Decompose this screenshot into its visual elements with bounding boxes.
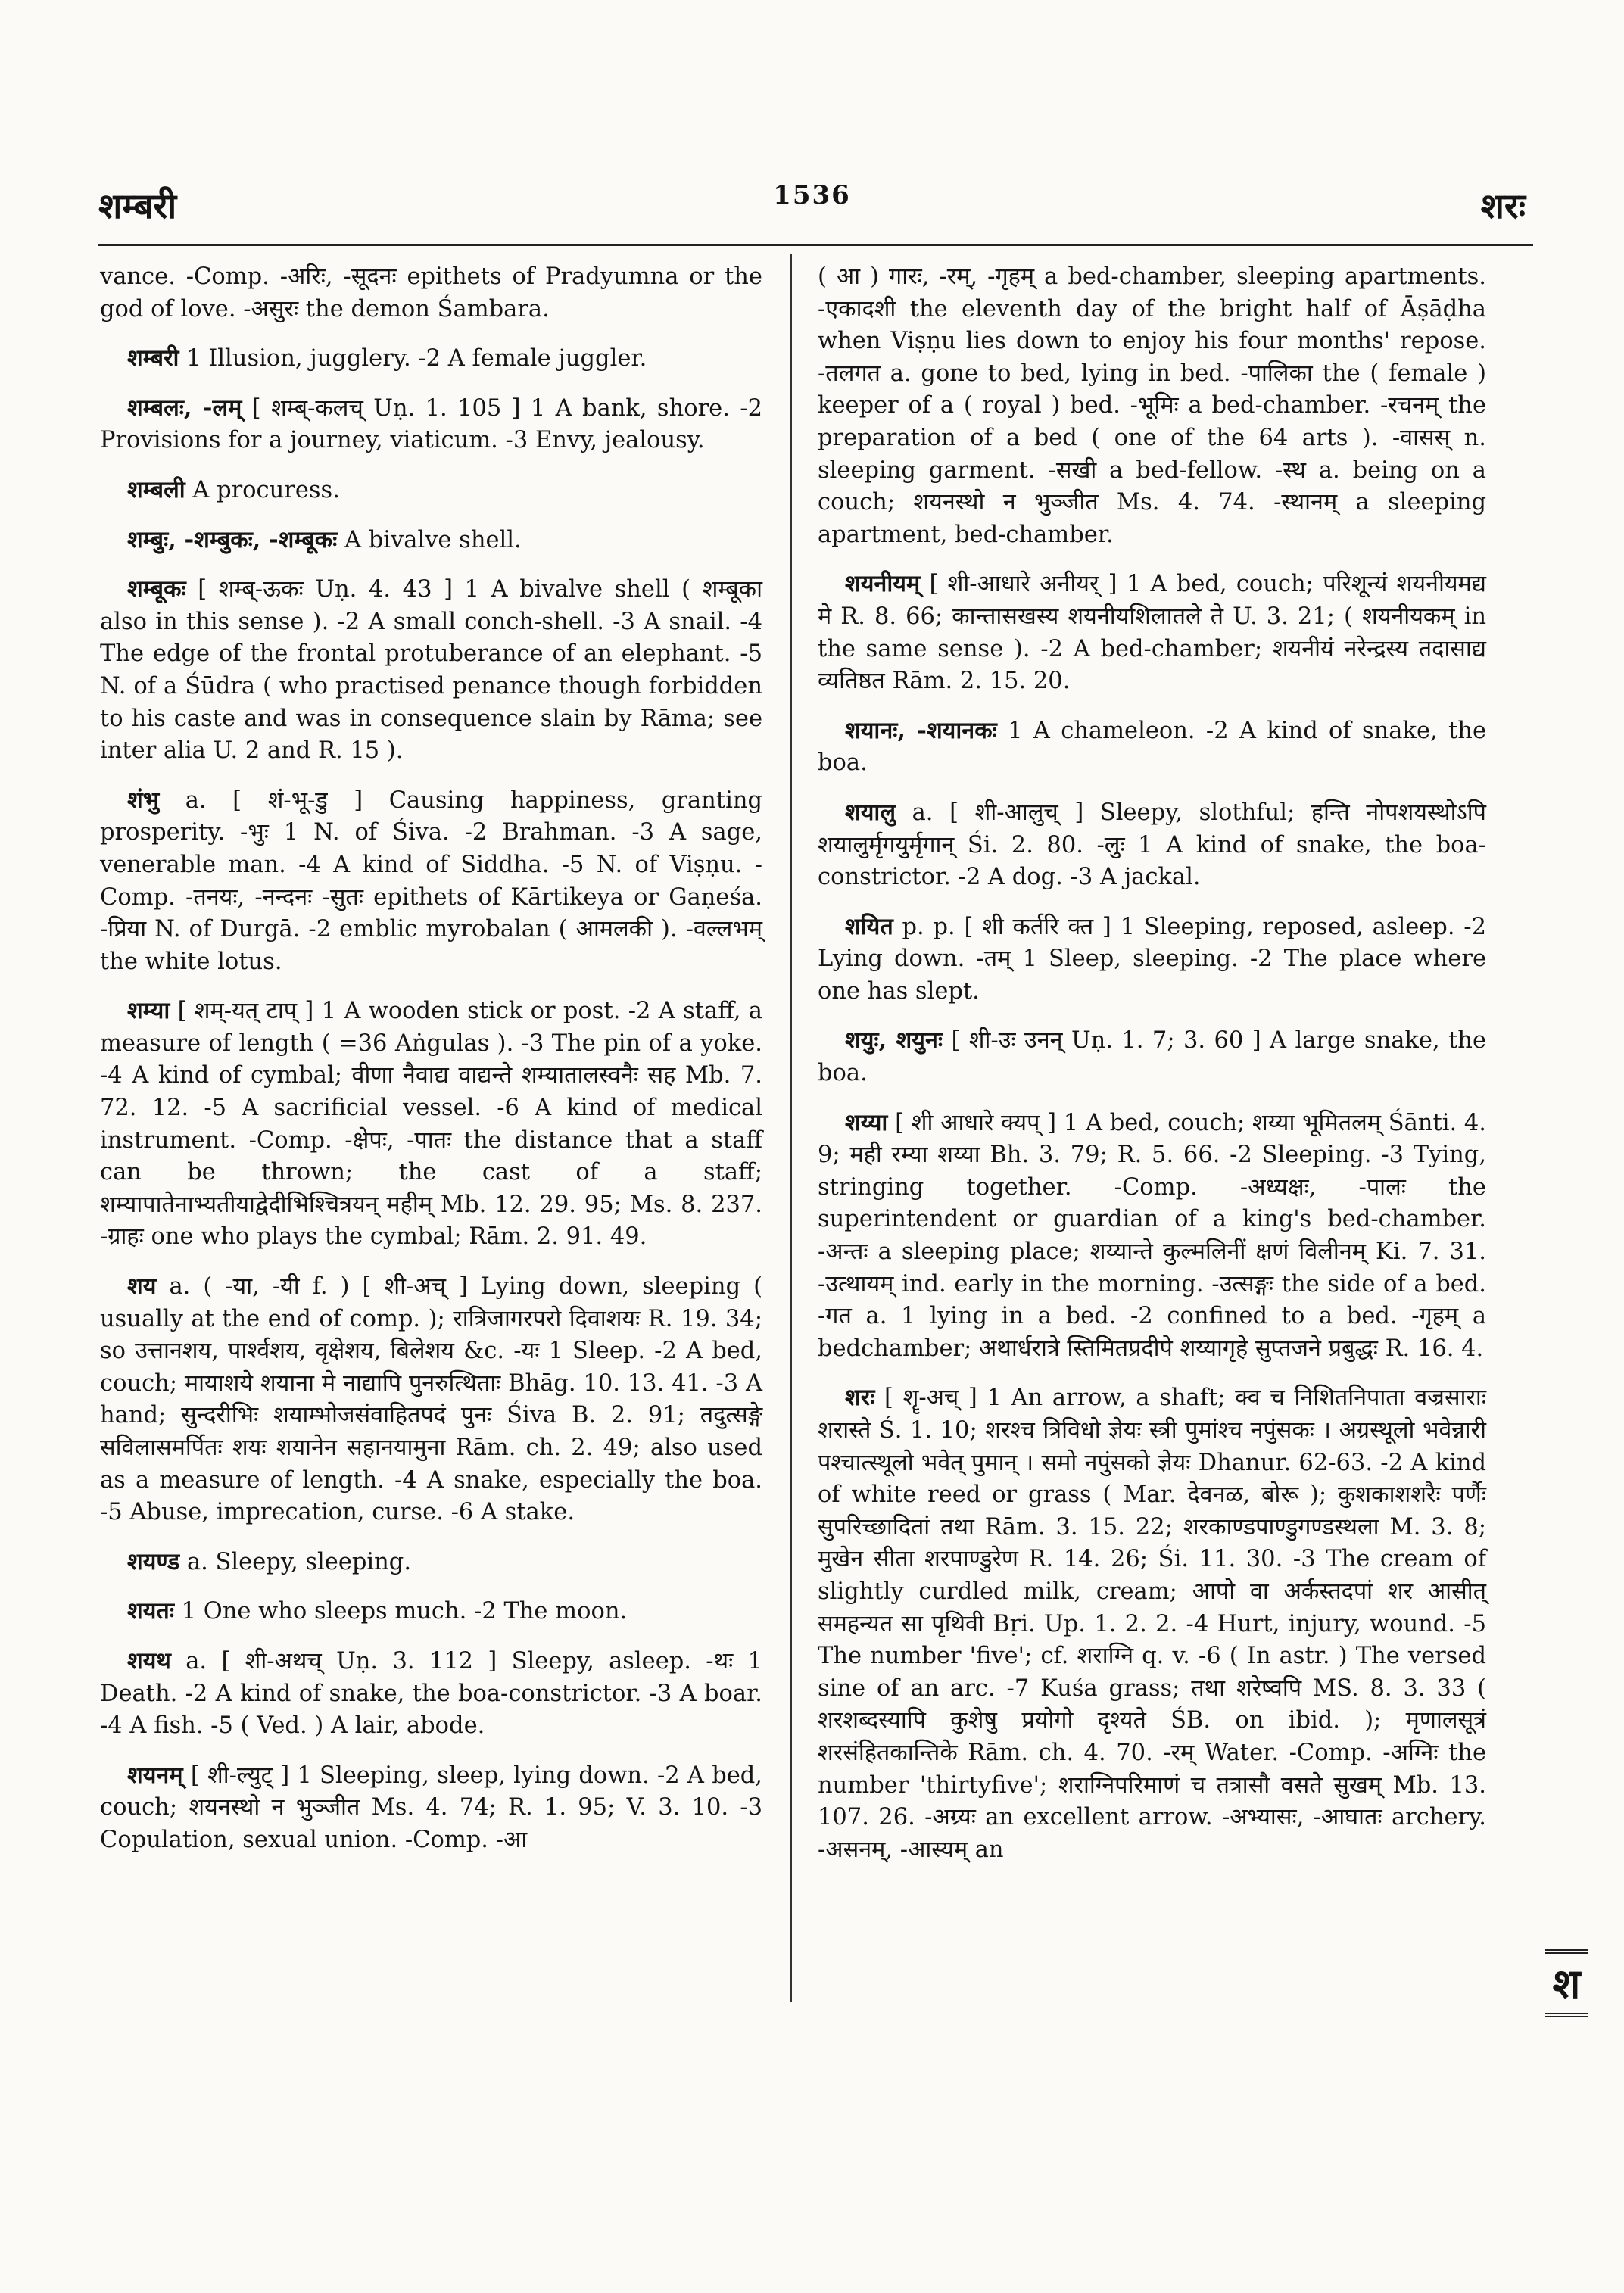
entry-headword: शयनीयम्: [845, 570, 921, 598]
dictionary-entry: [818, 1382, 1486, 1866]
entry-definition: A bivalve shell.: [337, 526, 522, 553]
entry-headword: शयनम्: [127, 1761, 183, 1789]
dictionary-entry: [818, 1107, 1486, 1366]
entry-definition: [ शी-ल्युट् ] 1 Sleeping, sleep, lying down. -2 A bed, couch; शयनस्थो न भुञ्जीत Ms. 4. 74; R. 1. 95; V. 3. 10. -3 Copulation, sexual union. -Comp. -आ: [100, 1762, 762, 1853]
dictionary-entry: [818, 796, 1486, 894]
entry-headword: शम्बली: [127, 475, 185, 503]
entry-definition: p. p. [ शी कर्तरि क्त ] 1 Sleeping, reposed, asleep. -2 Lying down. -तम् 1 Sleep, sleeping. -2 The place where one has slept.: [818, 913, 1486, 1005]
header-rule: [98, 244, 1533, 246]
entry-definition: [ शॄ-अच् ] 1 An arrow, a shaft; क्व च निशितनिपाता वज्रसाराः शरास्ते Ś. 1. 10; शरश्च त्रिविधो ज्ञेयः स्त्री पुमांश्च नपुंसकः । अग्रस्थूलो भवेन्नारी पश्चात्स्थूलो भवेत् पुमान् । समो नपुंसको ज्ञेयः Dhanur. 62-63. -2 A kind of white reed or grass ( Mar. देवनळ, बोरू ); कुशकाशशरैः पर्णैः सुपरिच्छादितां तथा Rām. 3. 15. 22; शरकाण्डपाण्डुगण्डस्थला M. 3. 8; मुखेन सीता शरपाण्डुरेण R. 14. 26; Śi. 11. 30. -3 The cream of slightly curdled milk, cream; आपो वा अर्कस्तदपां शर आसीत् समहन्यत सा पृथिवी Bṛi. Up. 1. 2. 2. -4 Hurt, injury, wound. -5 The number 'five'; cf. शराग्नि q. v. -6 ( In astr. ) The versed sine of an arc. -7 Kuśa grass; तथा शरेष्वपि MS. 8. 3. 33 ( शरशब्दस्यापि कुशेषु प्रयोगो दृश्यते ŚB. on ibid. ); मृणालसूत्रं शरसंहितकान्तिके Rām. ch. 4. 70. -रम् Water. -Comp. -अग्निः the number 'thirtyfive'; शराग्निपरिमाणं च तत्रासौ वसते सुखम् Mb. 13. 107. 26. -अग्र्यः an excellent arrow. -अभ्यासः, -आघातः archery. -असनम्, -आस्यम् an: [818, 1385, 1486, 1863]
dictionary-entry: [100, 1595, 762, 1628]
entry-headword: शम्बुः, -शम्बुकः, -शम्बूकः: [127, 525, 338, 553]
entry-definition: 1 One who sleeps much. -2 The moon.: [173, 1598, 628, 1625]
entry-headword: शयुः, शयुनः: [845, 1027, 943, 1055]
entry-definition: vance. -Comp. -अरिः, -सूदनः epithets of Pradyumna or the god of love. -असुरः the demon Śambara.: [100, 263, 762, 322]
entry-definition: A procuress.: [185, 476, 340, 503]
entry-headword: शय: [127, 1273, 157, 1301]
entry-headword: शम्बूकः: [127, 575, 186, 603]
entry-definition: a. ( -या, -यी f. ) [ शी-अच् ] Lying down, sleeping ( usually at the end of comp. ); रात्रिजागरपरो दिवाशयः R. 19. 34; so उत्तानशय, पार्श्वशय, वृक्षेशय, बिलेशय &c. -यः 1 Sleep. -2 A bed, couch; मायाशये शयाना मे नाद्यापि पुनरुत्थिताः Bhāg. 10. 13. 41. -3 A hand; सुन्दरीभिः शयाम्भोजसंवाहितपदं पुनः Śiva B. 2. 91; तदुत्सङ्गे सविलासमर्पितः शयः शयानेन सहानयामुना Rām. ch. 2. 49; also used as a measure of length. -4 A snake, especially the boa. -5 Abuse, imprecation, curse. -6 A stake.: [100, 1273, 762, 1526]
entry-definition: [ शी-आधारे अनीयर् ] 1 A bed, couch; परिशून्यं शयनीयमद्य मे R. 8. 66; कान्तासखस्य शयनीयशिलातले ते U. 3. 21; ( शयनीयकम् in the same sense ). -2 A bed-chamber; शयनीयं नरेन्द्रस्य तदासाद्य व्यतिष्ठत Rām. 2. 15. 20.: [818, 571, 1486, 695]
entry-definition: [ शी-उः उनन् Uṇ. 1. 7; 3. 60 ] A large snake, the boa.: [818, 1027, 1486, 1087]
entry-headword: शम्बलः, -लम्: [127, 394, 242, 422]
dictionary-entry: [100, 524, 762, 557]
entry-headword: शयथ: [127, 1647, 171, 1675]
right-running-headword: शरः: [1480, 185, 1526, 226]
entry-definition: [ शम्-यत् टाप् ] 1 A wooden stick or post. -2 A staff, a measure of length ( =36 Aṅgulas ). -3 The pin of a yoke. -4 A kind of cymbal; वीणा नैवाद्य वाद्यन्ते शम्यातालस्वनैः सह Mb. 7. 72. 12. -5 A sacrificial vessel. -6 A kind of medical instrument. -Comp. -क्षेपः, -पातः the distance that a staff can be thrown; the cast of a staff; शम्यापातेनाभ्यतीयाद्वेदीभिश्चित्रयन् महीम् Mb. 12. 29. 95; Ms. 8. 237. -ग्राहः one who plays the cymbal; Rām. 2. 91. 49.: [100, 998, 762, 1251]
entry-definition: [ शम्ब्-ऊकः Uṇ. 4. 43 ] 1 A bivalve shell ( शम्बूका also in this sense ). -2 A small conch-shell. -3 A snail. -4 The edge of the frontal protuberance of an elephant. -5 N. of a Śūdra ( who practised penance though forbidden to his caste and was in consequence slain by Rāma; see inter alia U. 2 and R. 15 ).: [100, 576, 762, 765]
entry-definition: a. [ शं-भू-डु ] Causing happiness, granting prosperity. -भुः 1 N. of Śiva. -2 Brahman. -3 A sage, venerable man. -4 A kind of Siddha. -5 N. of Viṣṇu. -Comp. -तनयः, -नन्दनः -सुतः epithets of Kārtikeya or Gaṇeśa. -प्रिया N. of Durgā. -2 emblic myrobalan ( आमलकी ). -वल्लभम् the white lotus.: [100, 787, 762, 975]
entry-headword: शय्या: [845, 1108, 888, 1136]
page-number: 1536: [773, 180, 851, 210]
page-header: [98, 174, 1526, 242]
dictionary-entry: [100, 474, 762, 507]
entry-definition: a. [ शी-आलुच् ] Sleepy, slothful; हन्ति नोपशयस्थोऽपि शयालुर्मृगयुर्मृगान् Śi. 2. 80. -लुः 1 A kind of snake, the boa-constrictor. -2 A dog. -3 A jackal.: [818, 799, 1486, 891]
entry-headword: शयानः, -शयानकः: [845, 716, 997, 744]
dictionary-entry: [818, 1024, 1486, 1089]
entry-definition: 1 A chameleon. -2 A kind of snake, the boa.: [818, 717, 1486, 777]
dictionary-entry: [100, 1759, 762, 1857]
entry-headword: शंभु: [127, 786, 160, 814]
entry-definition: a. [ शी-अथच् Uṇ. 3. 112 ] Sleepy, asleep. -थः 1 Death. -2 A kind of snake, the boa-constrictor. -3 A boar. -4 A fish. -5 ( Ved. ) A lair, abode.: [100, 1647, 762, 1740]
entry-headword: शयालु: [845, 798, 896, 826]
thumb-index-marker: श: [1545, 1949, 1588, 2017]
dictionary-entry: [100, 784, 762, 979]
dictionary-entry: [100, 342, 762, 375]
dictionary-entry: [100, 995, 762, 1254]
entry-headword: शरः: [845, 1384, 875, 1412]
left-running-headword: शम्बरी: [98, 185, 177, 226]
entry-definition: ( आ ) गारः, -रम्, -गृहम् a bed-chamber, sleeping apartments. -एकादशी the eleventh day of the bright half of Āṣāḍha when Viṣṇu lies down to enjoy his four months' repose. -तलगत a. gone to bed, lying in bed. -पालिका the ( female ) keeper of a ( royal ) bed. -भूमिः a bed-chamber. -रचनम् the preparation of a bed ( one of the 64 arts ). -वासस् n. sleeping garment. -सखी a bed-fellow. -स्थ a. being on a couch; शयनस्थो न भुञ्जीत Ms. 4. 74. -स्थानम् a sleeping apartment, bed-chamber.: [818, 263, 1486, 548]
dictionary-entry: [100, 1645, 762, 1743]
column-divider: [790, 254, 792, 2002]
entry-headword: शयण्ड: [127, 1547, 180, 1575]
right-column: [818, 261, 1486, 1883]
entry-definition: 1 Illusion, jugglery. -2 A female juggler.: [179, 345, 647, 372]
dictionary-entry: [100, 573, 762, 768]
dictionary-entry: [100, 1546, 762, 1579]
entry-definition: a. Sleepy, sleeping.: [179, 1548, 412, 1575]
entry-definition: [ शी आधारे क्यप् ] 1 A bed, couch; शय्या भूमितलम् Śānti. 4. 9; मही रम्या शय्या Bh. 3. 79; R. 5. 66. -2 Sleeping. -3 Tying, stringing together. -Comp. -अध्यक्षः, -पालः the superintendent or guardian of a king's bed-chamber. -अन्तः a sleeping place; शय्यान्ते कुल्मलिनीं क्षणं विलीनम् Ki. 7. 31. -उत्थायम् ind. early in the morning. -उत्सङ्गः the side of a bed. -गत a. 1 lying in a bed. -2 confined to a bed. -गृहम् a bedchamber; अथार्धरात्रे स्तिमितप्रदीपे शय्यागृहे सुप्तजने प्रबुद्धः R. 16. 4.: [818, 1109, 1486, 1362]
left-column: [100, 261, 762, 1874]
dictionary-entry: [818, 568, 1486, 697]
dictionary-entry: [818, 911, 1486, 1008]
entry-headword: शम्बरी: [127, 344, 179, 372]
dictionary-entry: [818, 715, 1486, 780]
entry-definition: [ शम्ब्-कलच् Uṇ. 1. 105 ] 1 A bank, shore. -2 Provisions for a journey, viaticum. -3 Envy, jealousy.: [100, 394, 762, 454]
dictionary-entry: [100, 392, 762, 457]
dictionary-entry: [100, 261, 762, 326]
dictionary-entry: [100, 1270, 762, 1529]
entry-headword: शयित: [845, 912, 893, 940]
entry-headword: शम्या: [127, 997, 170, 1025]
entry-headword: शयतः: [127, 1597, 174, 1625]
dictionary-entry: [818, 261, 1486, 551]
